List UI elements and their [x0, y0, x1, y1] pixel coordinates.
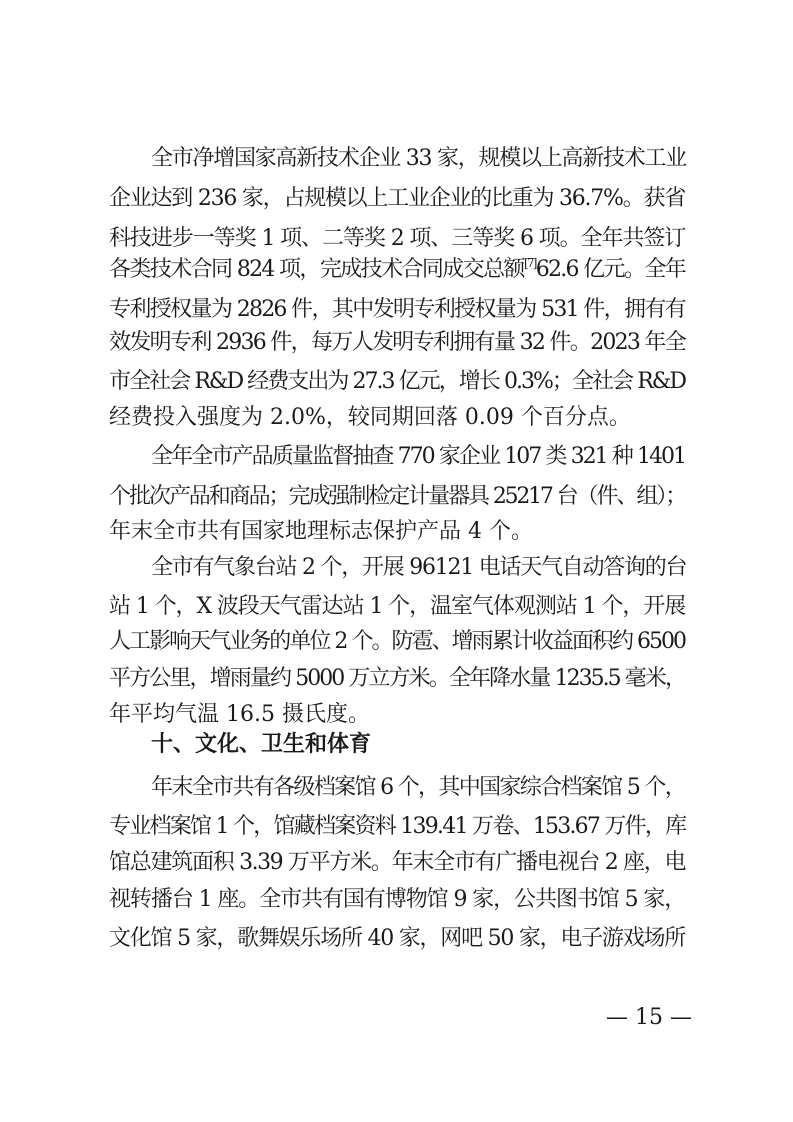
- paragraph-1-line-6: 效发明专利 2936 件，每万人发明专利拥有量 32 件。2023 年全: [109, 330, 685, 355]
- footnote-ref: [7]: [523, 256, 536, 270]
- paragraph-1-line-1: 全市净增国家高新技术企业 33 家，规模以上高新技术工业: [151, 146, 686, 171]
- paragraph-1-line-5: 专利授权量为 2826 件，其中发明专利授权量为 531 件，拥有有: [109, 297, 685, 322]
- paragraph-1-line-7: 市全社会 R&D 经费支出为 27.3 亿元，增长 0.3%；全社会 R&D: [109, 369, 685, 394]
- section-heading: 十、文化、卫生和体育: [151, 732, 372, 757]
- paragraph-3-line-5: 年平均气温 16.5 摄氏度。: [109, 702, 370, 727]
- paragraph-4-line-3: 馆总建筑面积 3.39 万平方米。年末全市有广播电视台 2 座，电: [109, 850, 685, 875]
- paragraph-1-line-4: [109, 250, 685, 290]
- paragraph-1-line-3: 科技进步一等奖 1 项、二等奖 2 项、三等奖 6 项。全年共签订: [109, 226, 685, 251]
- paragraph-3-line-1: 全市有气象台站 2 个，开展 96121 电话天气自动答询的台: [151, 555, 687, 580]
- paragraph-1-line-4-text: 各类技术合同 824 项，完成技术合同成交总额: [109, 257, 524, 282]
- paragraph-4-line-5: 文化馆 5 家，歌舞娱乐场所 40 家，网吧 50 家，电子游戏场所: [109, 926, 685, 951]
- page-number: — 15 —: [606, 1005, 692, 1030]
- paragraph-2-line-3: 年末全市共有国家地理标志保护产品 4 个。: [109, 519, 533, 544]
- paragraph-2-line-2: 个批次产品和商品；完成强制检定计量器具 25217 台（件、组）；: [109, 484, 685, 509]
- paragraph-4-line-1: 年末全市共有各级档案馆 6 个，其中国家综合档案馆 5 个，: [151, 775, 685, 800]
- paragraph-3-line-2: 站 1 个，X 波段天气雷达站 1 个，温室气体观测站 1 个，开展: [109, 594, 685, 619]
- paragraph-4-line-4: 视转播台 1 座。全市共有国有博物馆 9 家，公共图书馆 5 家，: [109, 887, 685, 912]
- paragraph-1-line-8: 经费投入强度为 2.0%，较同期回落 0.09 个百分点。: [109, 405, 631, 430]
- paragraph-3-line-3: 人工影响天气业务的单位 2 个。防雹、增雨累计收益面积约 6500: [109, 629, 685, 654]
- paragraph-1-line-2: 企业达到 236 家，占规模以上工业企业的比重为 36.7%。获省: [109, 186, 685, 211]
- paragraph-1-line-4-tail: 62.6 亿元。全年: [535, 257, 686, 282]
- paragraph-2-line-1: 全年全市产品质量监督抽查 770 家企业 107 类 321 种 1401: [151, 444, 685, 469]
- paragraph-4-line-2: 专业档案馆 1 个，馆藏档案资料 139.41 万卷、153.67 万件，库: [109, 814, 686, 839]
- paragraph-3-line-4: 平方公里，增雨量约 5000 万立方米。全年降水量 1235.5 毫米，: [109, 666, 685, 691]
